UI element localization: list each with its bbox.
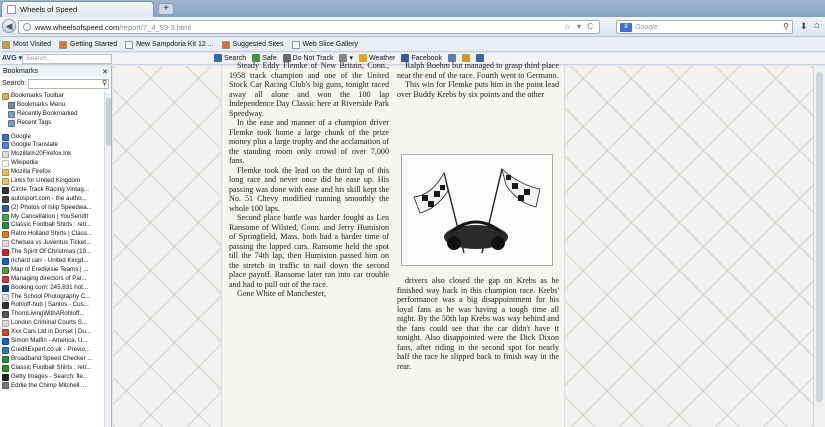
article-paragraph: Steady Eddy Flemke of New Britain, Conn., 1958 track champion and one of the United Stock Car Racing Club's big guns, tonight raced away all alone and won the 100 lap Independence Day Classic here at Riverside Park Speedway. — [229, 61, 389, 118]
search-engine-icon[interactable]: 8 — [620, 23, 632, 32]
sidebar-item-chelsea-vs-juventus-ticket[interactable] — [0, 239, 104, 248]
sidebar-item-label: Simon Malfin - America, U... — [11, 337, 88, 345]
bike-icon — [2, 302, 9, 309]
football-icon — [2, 222, 9, 229]
search-input[interactable] — [616, 20, 793, 34]
checkered-flag-illustration — [401, 154, 553, 266]
sidebar-item-richard-carr-united-kingd[interactable] — [0, 257, 104, 266]
bookmark-getting-started[interactable] — [59, 41, 117, 49]
article-paragraph: drivers also closed the gap on Krebs as he finished way back in this champion race. Krebs' performance was a big disappointment for his loyal fans as he was having a tough time all night. By the 50th lap Krebs was way behind and the fans could see that the car didn't have it tonight. Also disappointed were the Dick Dixon fans, after riding in the second spot for nearly half the race he slipped back to finish way in the rear. — [397, 276, 559, 371]
search-placeholder: Google — [635, 23, 658, 31]
sidebar-item-label: Retro Holland Shirts | Class... — [11, 230, 93, 238]
folder-icon — [2, 169, 9, 176]
avg-item-label: Do Not Track — [292, 54, 334, 62]
bookmark-label: New Sampdoria Kit 12 ... — [136, 41, 214, 48]
sidebar-item-creditexpert-co-uk-previo[interactable] — [0, 346, 104, 355]
article-column-left — [229, 61, 389, 299]
sidebar-item-recent-tags[interactable] — [0, 119, 104, 128]
url-path: /report/7_4_59-3.html — [119, 22, 191, 32]
sidebar-item-links-for-united-kingdom[interactable] — [0, 177, 104, 186]
bookmarks-toolbar — [0, 38, 825, 52]
linkedin-icon — [2, 258, 9, 265]
folder-icon — [8, 111, 15, 118]
wikipedia-icon — [2, 160, 9, 167]
tab-title: Wheels of Speed — [20, 5, 78, 14]
bookmark-label: Most Visited — [13, 41, 51, 48]
bookmarks-list — [0, 92, 104, 390]
page-icon — [2, 320, 9, 327]
sidebar-item-label: (2) Photos of Islip Speedwa... — [11, 203, 92, 211]
speed-icon — [2, 356, 9, 363]
booking-icon — [2, 285, 9, 292]
sidebar-item-label: richard carr - United Kingd... — [11, 257, 89, 265]
bookmarks-sidebar — [0, 66, 112, 427]
football-icon — [2, 365, 9, 372]
sidebar-item-label: Classic Football Shirts : retr... — [11, 363, 92, 371]
article-paragraph: Ralph Boehm but managed to grasp third place near the end of the race. Fourth went to Germano. — [397, 61, 559, 80]
sidebar-search-row — [0, 77, 111, 90]
sidebar-item-label: Managing directors of Par... — [11, 274, 87, 282]
sidebar-search-input[interactable] — [28, 79, 109, 89]
circle-icon — [2, 276, 9, 283]
sidebar-item-label: Recent Tags — [17, 118, 52, 126]
sidebar-item-label: ThornLivingWithARohloff... — [11, 310, 85, 318]
tab-bar — [0, 0, 825, 17]
bookmark-most-visited[interactable] — [2, 41, 51, 49]
search-icon[interactable]: ⚲ — [783, 22, 789, 31]
sidebar-item-autosport-com-the-autho[interactable] — [0, 195, 104, 204]
sidebar-item-label: The School Photography C... — [11, 292, 91, 300]
avg-logo[interactable]: AVG ▾ — [2, 55, 23, 62]
folder-icon — [8, 120, 15, 127]
bookmark-web-slice-gallery[interactable] — [292, 41, 359, 49]
sidebar-item-label: Classic Football Shirts : retr... — [11, 221, 92, 229]
credit-icon — [2, 347, 9, 354]
page-icon — [2, 151, 9, 158]
sidebar-item-label: Wikipedia — [11, 159, 38, 167]
article-column-right-bottom — [397, 276, 559, 371]
search-icon — [214, 54, 222, 62]
sidebar-item-circle-track-racing-vintag[interactable] — [0, 186, 104, 195]
home-icon[interactable]: ⌂ — [814, 20, 821, 31]
sidebar-item-label: Mozilla Firefox — [11, 168, 51, 176]
orange-icon — [222, 41, 230, 49]
checkered-flag-icon — [402, 155, 552, 265]
bookmark-suggested-sites[interactable] — [222, 41, 284, 49]
sidebar-item-mozilla-firefox[interactable] — [0, 168, 104, 177]
article-column-right-top — [397, 61, 559, 99]
page-icon — [125, 41, 133, 49]
sidebar-item-label: Eddie the Chimp Mitchell ... — [11, 381, 87, 389]
new-tab-button[interactable]: + — [158, 3, 174, 15]
sidebar-item-label: Broadband Speed Checker ... — [11, 354, 93, 362]
sidebar-item-label: Google — [11, 132, 31, 140]
sidebar-item-map-of-eredivisie-teams[interactable] — [0, 266, 104, 275]
sidebar-item-bookmarks-toolbar[interactable] — [0, 92, 104, 101]
avg-item-label: Search — [224, 54, 247, 62]
tab-wheels-of-speed[interactable] — [1, 1, 154, 17]
sidebar-item-label: Google Translate — [11, 141, 59, 149]
firefox-icon — [59, 41, 67, 49]
page-scrollbar[interactable] — [813, 66, 825, 427]
avg-item-label: Facebook — [411, 54, 443, 62]
sidebar-item-mozilla-20firefox-lnk[interactable] — [0, 150, 104, 159]
page-icon — [2, 382, 9, 389]
sidebar-item-eddie-the-chimp-mitchell[interactable] — [0, 382, 104, 391]
sidebar-item-label: Booking.com: 245,831 hot... — [11, 283, 89, 291]
bookmark-label: Web Slice Gallery — [302, 41, 359, 48]
sidebar-item-label: Xxx Cars Ltd in Dorset | Du... — [11, 328, 92, 336]
translate-icon — [2, 142, 9, 149]
sidebar-item-xxx-cars-ltd-in-dorset-du[interactable] — [0, 328, 104, 337]
sidebar-item-label: My Cancellation | YouSendIt — [11, 212, 89, 220]
sidebar-item-label: London Criminal Courts S... — [11, 319, 88, 327]
sidebar-item-label: Recently Bookmarked — [17, 109, 78, 117]
newspaper-clipping — [221, 61, 565, 427]
navigation-bar — [0, 17, 825, 37]
sidebar-item-recently-bookmarked[interactable] — [0, 110, 104, 119]
sidebar-item-google-translate[interactable] — [0, 141, 104, 150]
bookmark-label: Suggested Sites — [232, 41, 284, 48]
sidebar-item-label: Rohloff-hub | Santos - Cus... — [11, 301, 89, 309]
sidebar-item-booking-com-245-831-hot[interactable] — [0, 284, 104, 293]
sidebar-item-london-criminal-courts-s[interactable] — [0, 319, 104, 328]
bookmark-new-sampdoria-kit-12[interactable] — [125, 41, 213, 49]
sidebar-item-label: Links for United Kingdom — [11, 177, 81, 185]
article-paragraph: In the ease and manner of a champion driver Flemke took home a large chunk of the prize money plus a large trophy and the acclamation of the standing room only crowd of over 7,000 fans. — [229, 118, 389, 165]
bookmark-star-icon[interactable]: ☆ ▾ C — [563, 22, 595, 31]
sidebar-title: Bookmarks — [3, 68, 39, 75]
sidebar-item-thornlivingwitharohloff[interactable] — [0, 310, 104, 319]
page-scroll-thumb[interactable] — [816, 72, 823, 402]
sidebar-item-label: Getty Images - Search: fle... — [11, 372, 89, 380]
url-bar[interactable] — [18, 20, 600, 34]
sidebar-item-label: Bookmarks Menu — [17, 100, 66, 108]
sidebar-item-label: CreditExpert.co.uk - Previo... — [11, 345, 91, 353]
close-icon[interactable]: ✕ — [102, 68, 108, 76]
sidebar-item-broadband-speed-checker[interactable] — [0, 355, 104, 364]
page-icon — [2, 311, 9, 318]
toolbar-icon — [2, 93, 9, 100]
back-button[interactable]: ◀ — [2, 19, 16, 33]
folder-icon — [2, 178, 9, 185]
menu-folder-icon — [8, 102, 15, 109]
sidebar-item-classic-football-shirts-retr[interactable] — [0, 221, 104, 230]
sidebar-search-label: Search: — [2, 80, 27, 87]
sidebar-item-managing-directors-of-par[interactable] — [0, 275, 104, 284]
sidebar-item-label: autosport.com - the autho... — [11, 194, 87, 202]
sidebar-item-label: Circle Track Racing Vintag... — [11, 185, 89, 193]
article-paragraph: Gene White of Manchester, — [237, 289, 326, 298]
sidebar-item-classic-football-shirts-retr[interactable] — [0, 364, 104, 373]
sidebar-item-2-photos-of-islip-speedwa[interactable] — [0, 204, 104, 213]
facebook-icon — [2, 205, 9, 212]
article-paragraph: This win for Flemke puts him in the point lead over Buddy Krebs by six points and the other — [397, 80, 559, 99]
page-icon — [7, 5, 16, 14]
sidebar-item-label: Mozilla%20Firefox.lnk — [11, 150, 72, 158]
sidebar-item-label: Chelsea vs Juventus Ticket... — [11, 239, 92, 247]
check-icon — [2, 214, 9, 221]
circle-icon — [2, 329, 9, 336]
linkedin-icon — [2, 338, 9, 345]
page-icon — [2, 294, 9, 301]
url-host: www.wheelsofspeed.com — [35, 22, 120, 32]
article-paragraph: Second place battle was harder fought as Len Ransome of Wilsted, Conn. and Jerry Humiston of Springfield, Mass. both had a harder time of passing the lapped cars. Ransome held the spot till the 74th lap, then Humiston passed him on the stretch in traffic to nail down the second place payoff. Ransome later ran into car trouble and had to pull out of the race. — [229, 213, 389, 289]
checkered-flag-icon — [2, 196, 9, 203]
page-icon — [2, 240, 9, 247]
sidebar-item-label: The Spirit Of Christmas (19... — [11, 248, 92, 256]
avg-item-label: Weather — [368, 54, 396, 62]
df-icon — [2, 187, 9, 194]
search-icon: ⚲ — [101, 79, 107, 87]
sidebar-item-label: Map of Eredivisie Teams | ... — [11, 265, 89, 273]
page-content — [113, 61, 813, 427]
sidebar-header — [0, 66, 111, 77]
avg-item-label: Safe — [262, 54, 277, 62]
sidebar-scrollbar[interactable] — [104, 92, 111, 427]
sidebar-item-bookmarks-menu[interactable] — [0, 101, 104, 110]
sidebar-item-label: Bookmarks Toolbar — [11, 92, 64, 99]
sidebar-item-my-cancellation-yousendit[interactable] — [0, 213, 104, 222]
sidebar-item-rohloff-hub-santos-cus[interactable] — [0, 301, 104, 310]
globe-icon — [23, 23, 31, 31]
page-icon — [292, 41, 300, 49]
avg-item-label: ▾ — [349, 55, 353, 62]
sidebar-item-wikipedia[interactable] — [0, 159, 104, 168]
sidebar-item-the-spirit-of-christmas-19[interactable] — [0, 248, 104, 257]
sidebar-item-retro-holland-shirts-class[interactable] — [0, 230, 104, 239]
sidebar-item-simon-malfin-america-u[interactable] — [0, 337, 104, 346]
sidebar-item-google[interactable] — [0, 133, 104, 142]
shirt-icon — [2, 231, 9, 238]
youtube-icon — [2, 249, 9, 256]
map-icon — [2, 267, 9, 274]
sidebar-item-getty-images-search-fle[interactable] — [0, 373, 104, 382]
bookmark-label: Getting Started — [70, 41, 118, 48]
article-paragraph: Flemke took the lead on the third lap of this long race and never once did he ease up. His passing was done with ease and his skill kept the No. 51 Chevy modified running smoothly the whole 100 laps. — [229, 165, 389, 213]
sidebar-item-the-school-photography-c[interactable] — [0, 293, 104, 302]
sidebar-scroll-thumb[interactable] — [106, 98, 111, 146]
getty-icon — [2, 374, 9, 381]
download-icon[interactable]: ⬇ — [800, 21, 808, 31]
avg-search-input[interactable]: Search... — [22, 54, 112, 64]
star-icon — [2, 41, 10, 49]
google-icon — [2, 134, 9, 141]
